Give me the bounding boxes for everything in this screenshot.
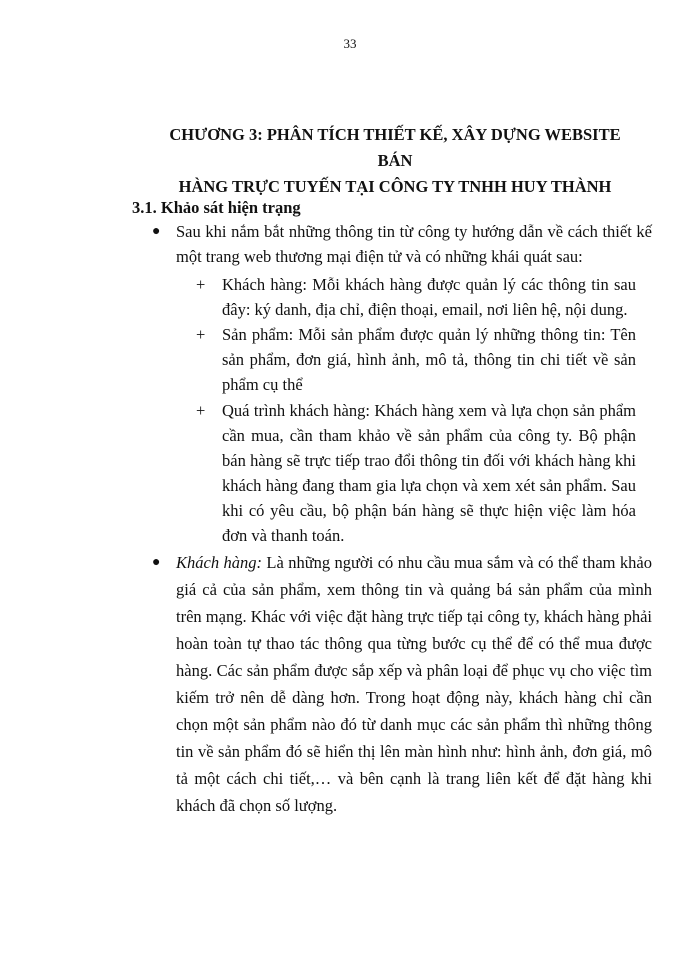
sub-item-customer-process: [196, 398, 636, 548]
bullet-dot-icon: ●: [152, 224, 161, 239]
chapter-title: [150, 122, 640, 200]
sub-item-customer: [196, 272, 636, 322]
sub-row: [196, 272, 636, 322]
plus-marker-icon: +: [196, 275, 206, 294]
sub-row: [196, 322, 636, 397]
chapter-title-line-2: HÀNG TRỰC TUYẾN TẠI CÔNG TY TNHH HUY THÀNH: [178, 177, 612, 196]
bullet-row: [152, 549, 652, 819]
chapter-title-line-1: CHƯƠNG 3: PHÂN TÍCH THIẾT KẾ, XÂY DỰNG WEBSITE BÁN: [169, 125, 621, 170]
bullet-item-customer: [152, 549, 652, 819]
plus-marker-icon: +: [196, 325, 206, 344]
sub-row: [196, 398, 636, 548]
bullet-body: Là những người có nhu cầu mua sắm và có thể tham khảo giá cả của sản phẩm, xem thông tin và quảng bá sản phẩm của mình trên mạng. Khác với việc đặt hàng trực tiếp tại công ty, khách hàng phải hoàn toàn tự thao tác thông qua từng bước cụ thể để có thể mua được hàng. Các sản phẩm được sắp xếp và phân loại để phục vụ cho việc tìm kiếm trở nên dễ dàng hơn. Trong hoạt động này, khách hàng chỉ cần chọn một sản phẩm nào đó từ danh mục các sản phẩm thì những thông tin về sản phẩm đó sẽ hiển thị lên màn hình như: hình ảnh, đơn giá, mô tả một cách chi tiết,… và bên cạnh là trang liên kết để đặt hàng khi khách đã chọn số lượng.: [176, 553, 652, 815]
sub-item-product: [196, 322, 636, 397]
page-number: 33: [343, 36, 357, 51]
sub-item-text: Sản phẩm: Mỗi sản phẩm được quản lý những thông tin: Tên sản phẩm, đơn giá, hình ảnh, mô tả, thông tin chi tiết về sản phẩm cụ thể: [222, 325, 636, 394]
bullet-dot-icon: ●: [152, 555, 161, 570]
section-heading: 3.1. Khảo sát hiện trạng: [132, 198, 301, 217]
sub-item-text: Khách hàng: Mỗi khách hàng được quản lý các thông tin sau đây: ký danh, địa chỉ, điện thoại, email, nơi liên hệ, nội dung.: [222, 275, 636, 319]
bullet-row: [152, 219, 652, 269]
sub-item-text: Quá trình khách hàng: Khách hàng xem và lựa chọn sản phẩm cần mua, cần tham khảo về sản phẩm của công ty. Bộ phận bán hàng sẽ trực tiếp trao đổi thông tin đối với khách hàng khi khách hàng đang tham gia lựa chọn và xem xét sản phẩm. Sau khi có yêu cầu, bộ phận bán hàng sẽ thực hiện việc làm hóa đơn và thanh toán.: [222, 401, 636, 545]
plus-marker-icon: +: [196, 401, 206, 420]
bullet-label: Khách hàng:: [176, 553, 262, 572]
bullet-item-intro: [152, 219, 652, 269]
bullet-text: Sau khi nắm bắt những thông tin từ công ty hướng dẫn về cách thiết kế một trang web thương mại điện tử và có những khái quát sau:: [176, 222, 652, 266]
bullet-text: [176, 549, 652, 819]
